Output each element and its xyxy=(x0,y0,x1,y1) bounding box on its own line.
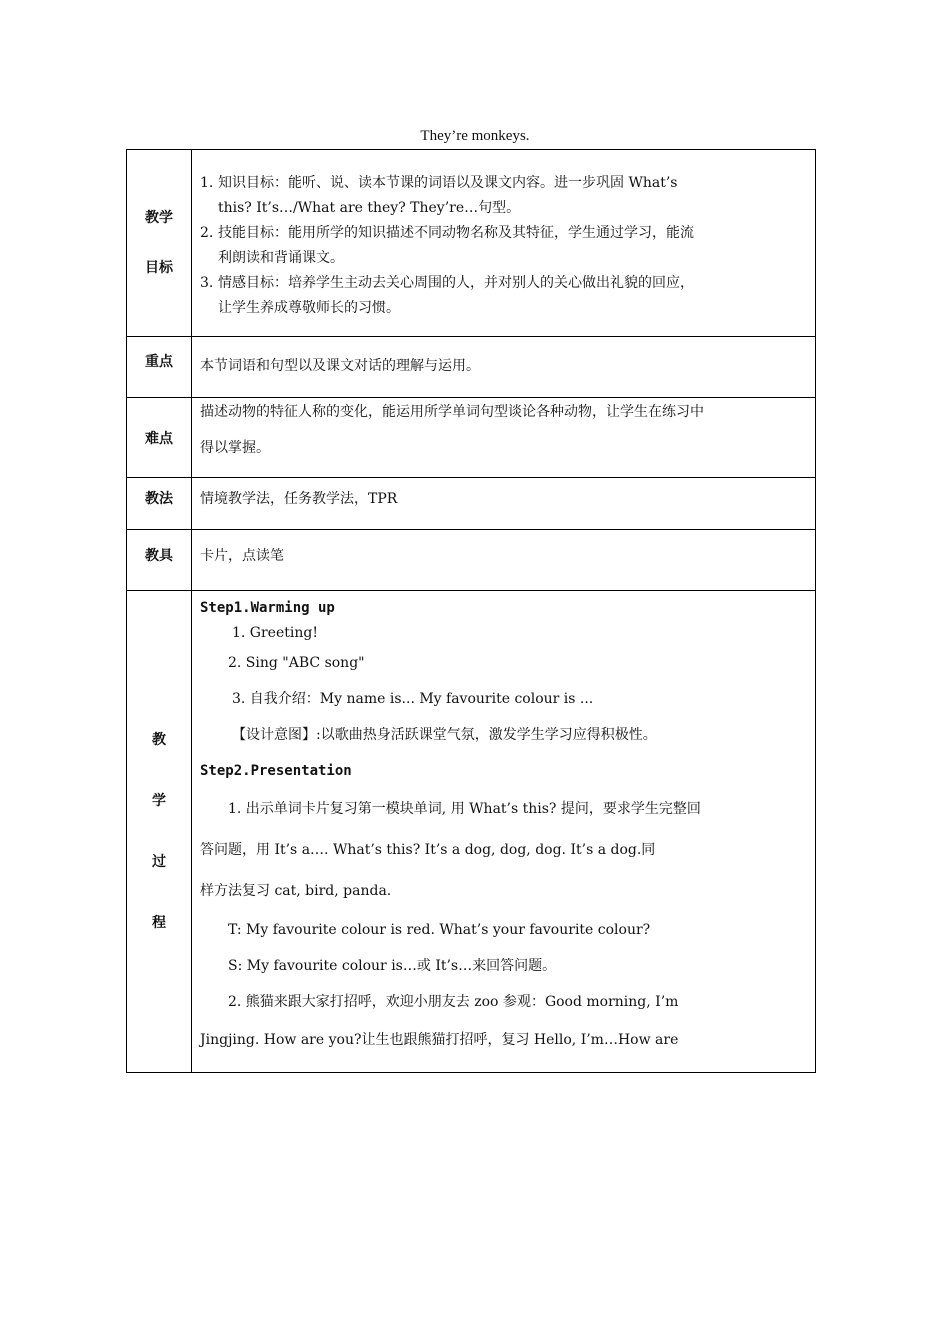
step2-line: 2. 熊猫来跟大家打招呼，欢迎小朋友去 zoo 参观：Good morning, I’m xyxy=(228,994,679,1010)
label-difficulties: 难点 xyxy=(127,398,192,478)
content-methods xyxy=(192,478,816,530)
step2-line: 答问题，用 It’s a…. What’s this? It’s a dog, dog, dog. It’s a dog.同 xyxy=(200,842,656,858)
row-aids xyxy=(127,530,816,591)
step1-item: 3. 自我介绍：My name is... My favourite colour is ... xyxy=(232,691,594,707)
content-objectives xyxy=(192,150,816,337)
step2-line: Jingjing. How are you?让生也跟熊猫打招呼，复习 Hello, I’m…How are xyxy=(200,1032,679,1048)
row-process xyxy=(127,591,816,1073)
row-objectives xyxy=(127,150,816,337)
difficulties-text: 描述动物的特征人称的变化，能运用所学单词句型谈论各种动物，让学生在练习中 xyxy=(200,404,704,420)
step1-title: Step1.Warming up xyxy=(200,600,335,616)
objective-text: 让学生养成尊敬师长的习惯。 xyxy=(218,300,400,316)
label-process xyxy=(127,591,192,1073)
label-key-points: 重点 xyxy=(127,337,192,398)
step2-line: 1. 出示单词卡片复习第一模块单词, 用 What’s this? 提问，要求学生完整回 xyxy=(228,801,701,817)
objective-text: 利朗读和背诵课文。 xyxy=(218,250,344,266)
step1-item: 1. Greeting! xyxy=(232,625,318,641)
aids-text: 卡片，点读笔 xyxy=(200,548,284,564)
content-key-points xyxy=(192,337,816,398)
objective-number: 2. xyxy=(200,225,214,241)
step2-line: S: My favourite colour is…或 It’s…来回答问题。 xyxy=(228,958,557,974)
label-methods: 教法 xyxy=(127,478,192,530)
label-process-char: 程 xyxy=(152,914,166,931)
objective-item xyxy=(200,221,807,271)
objective-text: this? It’s…/What are they? They’re…句型。 xyxy=(218,200,521,216)
row-difficulties xyxy=(127,398,816,478)
label-process-char: 学 xyxy=(152,792,166,809)
step2-line: 样方法复习 cat, bird, panda. xyxy=(200,883,392,899)
objective-item xyxy=(200,271,807,321)
difficulties-text: 得以掌握。 xyxy=(200,440,270,456)
design-intent: 【设计意图】:以歌曲热身活跃课堂气氛，激发学生学习应得积极性。 xyxy=(232,727,657,743)
lesson-plan-table xyxy=(126,149,816,1073)
content-process xyxy=(192,591,816,1073)
label-process-char: 过 xyxy=(152,853,166,870)
objective-text: 知识目标：能听、说、读本节课的词语以及课文内容。进一步巩固 What’s xyxy=(218,175,678,191)
label-objectives-line1: 教学 xyxy=(145,210,173,226)
label-process-char: 教 xyxy=(152,731,166,748)
row-methods xyxy=(127,478,816,530)
objective-item xyxy=(200,171,807,221)
objective-text: 情感目标：培养学生主动去关心周围的人，并对别人的关心做出礼貌的回应， xyxy=(218,275,694,291)
objective-number: 3. xyxy=(200,275,214,291)
step2-title: Step2.Presentation xyxy=(200,763,352,779)
step1-item: 2. Sing "ABC song" xyxy=(228,655,365,671)
label-aids: 教具 xyxy=(127,530,192,591)
content-difficulties xyxy=(192,398,816,478)
label-objectives-line2: 目标 xyxy=(145,260,173,276)
key-points-text: 本节词语和句型以及课文对话的理解与运用。 xyxy=(200,358,480,374)
methods-text: 情境教学法，任务教学法，TPR xyxy=(200,491,398,507)
step2-line: T: My favourite colour is red. What’s your favourite colour? xyxy=(228,922,651,938)
objective-number: 1. xyxy=(200,175,214,191)
content-aids xyxy=(192,530,816,591)
row-key-points xyxy=(127,337,816,398)
label-objectives xyxy=(127,150,192,337)
page-title: They’re monkeys. xyxy=(420,128,530,144)
objective-text: 技能目标：能用所学的知识描述不同动物名称及其特征，学生通过学习，能流 xyxy=(218,225,694,241)
